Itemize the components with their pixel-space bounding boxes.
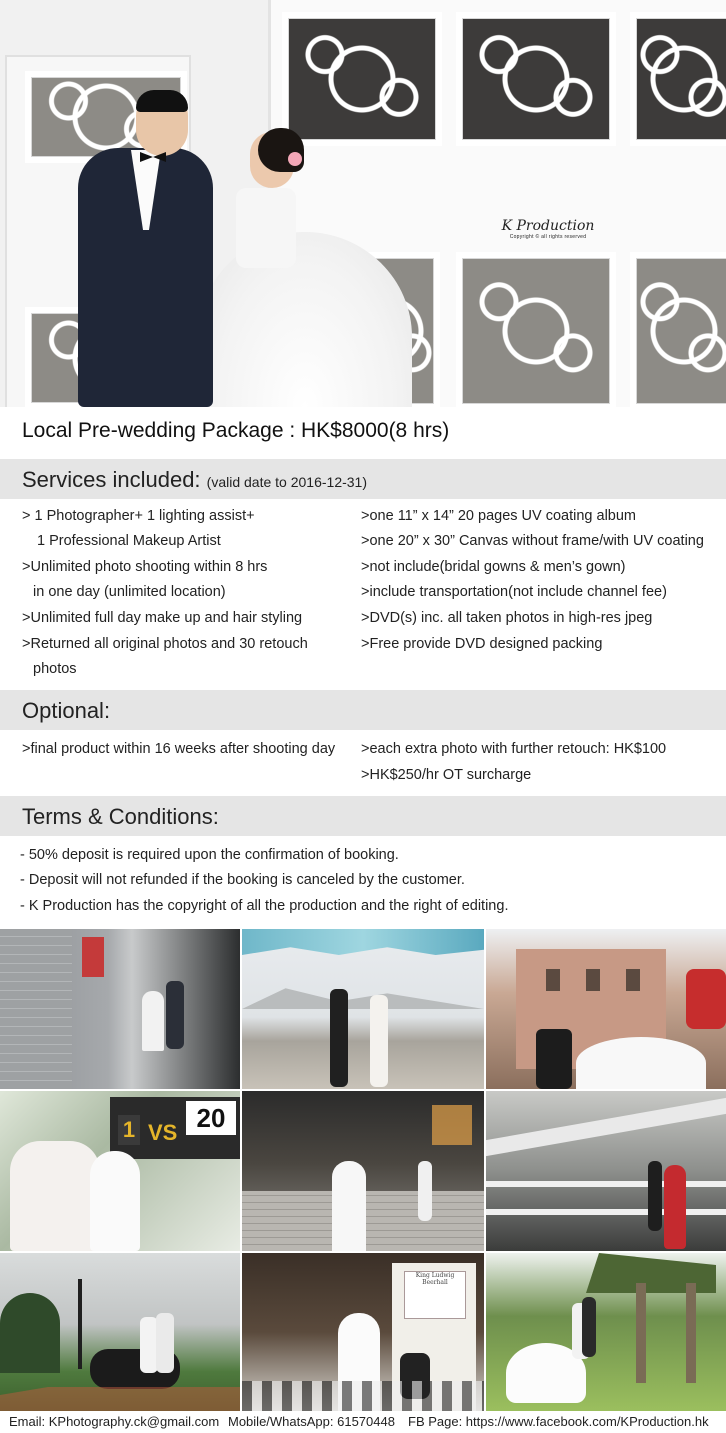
- photo-gallery: [0, 929, 726, 1411]
- watermark-logo: [478, 218, 618, 240]
- hair-flower: [288, 152, 302, 166]
- gallery-photo-rooftop: [486, 1091, 726, 1251]
- service-line: >include transportation(not include channel fee): [361, 584, 667, 600]
- gate-grille: [456, 252, 616, 407]
- scoreboard-digit: 1: [118, 1115, 140, 1145]
- package-title: Local Pre-wedding Package : HK$8000(8 hrs): [22, 419, 450, 442]
- terms-heading: Terms & Conditions:: [22, 804, 219, 829]
- gate-grille: [630, 12, 726, 146]
- gate-grille: [630, 252, 726, 407]
- service-line: >one 11” x 14” 20 pages UV coating album: [361, 508, 637, 524]
- gallery-photo-corridor: [0, 929, 240, 1089]
- scoreboard-vs: VS: [148, 1120, 178, 1145]
- beerhall-signboard: King Ludwig Beerhall: [404, 1271, 466, 1319]
- contact-footer: [0, 1412, 726, 1433]
- watermark-title: K Production: [501, 218, 595, 234]
- gallery-photo-beerhall: [242, 1253, 484, 1411]
- service-line: >DVD(s) inc. all taken photos in high-res jpeg: [361, 610, 653, 626]
- watermark-copyright: Copyright © all rights reserved: [509, 234, 587, 240]
- gallery-photo-park: [486, 1253, 726, 1411]
- bride: [236, 188, 296, 268]
- gate-grille: [282, 12, 442, 146]
- scoreboard-number: 20: [186, 1101, 236, 1135]
- gallery-photo-motorbike: [0, 1253, 240, 1411]
- footer-facebook-link[interactable]: FB Page: https://www.facebook.com/KProduction.hk: [408, 1414, 709, 1429]
- service-line: >one 20” x 30” Canvas without frame/with UV coating: [361, 533, 704, 549]
- service-line: in one day (unlimited location): [33, 584, 226, 600]
- optional-header-band: [0, 690, 726, 730]
- service-line: > 1 Photographer+ 1 lighting assist+: [22, 508, 255, 524]
- services-heading: Services included: (valid date to 2016-12-31): [22, 467, 367, 492]
- footer-email[interactable]: Email: KPhotography.ck@gmail.com: [9, 1414, 220, 1429]
- service-line: >Returned all original photos and 30 retouch: [22, 636, 308, 652]
- gallery-photo-building: [486, 929, 726, 1089]
- terms-header-band: [0, 796, 726, 836]
- gallery-photo-scoreboard: [0, 1091, 240, 1251]
- optional-line: >HK$250/hr OT surcharge: [361, 767, 532, 783]
- gate-grille: [456, 12, 616, 146]
- terms-line: - 50% deposit is required upon the confirmation of booking.: [20, 847, 399, 863]
- service-line: >Free provide DVD designed packing: [361, 636, 603, 652]
- footer-mobile[interactable]: Mobile/WhatsApp: 61570448: [228, 1414, 395, 1429]
- hero-photo: [0, 0, 726, 407]
- gallery-photo-stairs: [242, 1091, 484, 1251]
- services-header-band: [0, 459, 726, 499]
- optional-line: >each extra photo with further retouch: HK$100: [361, 741, 667, 757]
- service-line: 1 Professional Makeup Artist: [37, 533, 221, 549]
- optional-line: >final product within 16 weeks after shooting day: [22, 741, 336, 757]
- terms-line: - K Production has the copyright of all the production and the right of editing.: [20, 898, 509, 914]
- service-line: >not include(bridal gowns & men’s gown): [361, 559, 626, 575]
- groom-hair: [136, 90, 188, 112]
- service-line: >Unlimited photo shooting within 8 hrs: [22, 559, 268, 575]
- gallery-photo-seaside: [242, 929, 484, 1089]
- services-valid-note: (valid date to 2016-12-31): [206, 474, 367, 490]
- optional-heading: Optional:: [22, 698, 111, 723]
- terms-line: - Deposit will not refunded if the booking is canceled by the customer.: [20, 872, 465, 888]
- service-line: photos: [33, 661, 77, 677]
- service-line: >Unlimited full day make up and hair styling: [22, 610, 303, 626]
